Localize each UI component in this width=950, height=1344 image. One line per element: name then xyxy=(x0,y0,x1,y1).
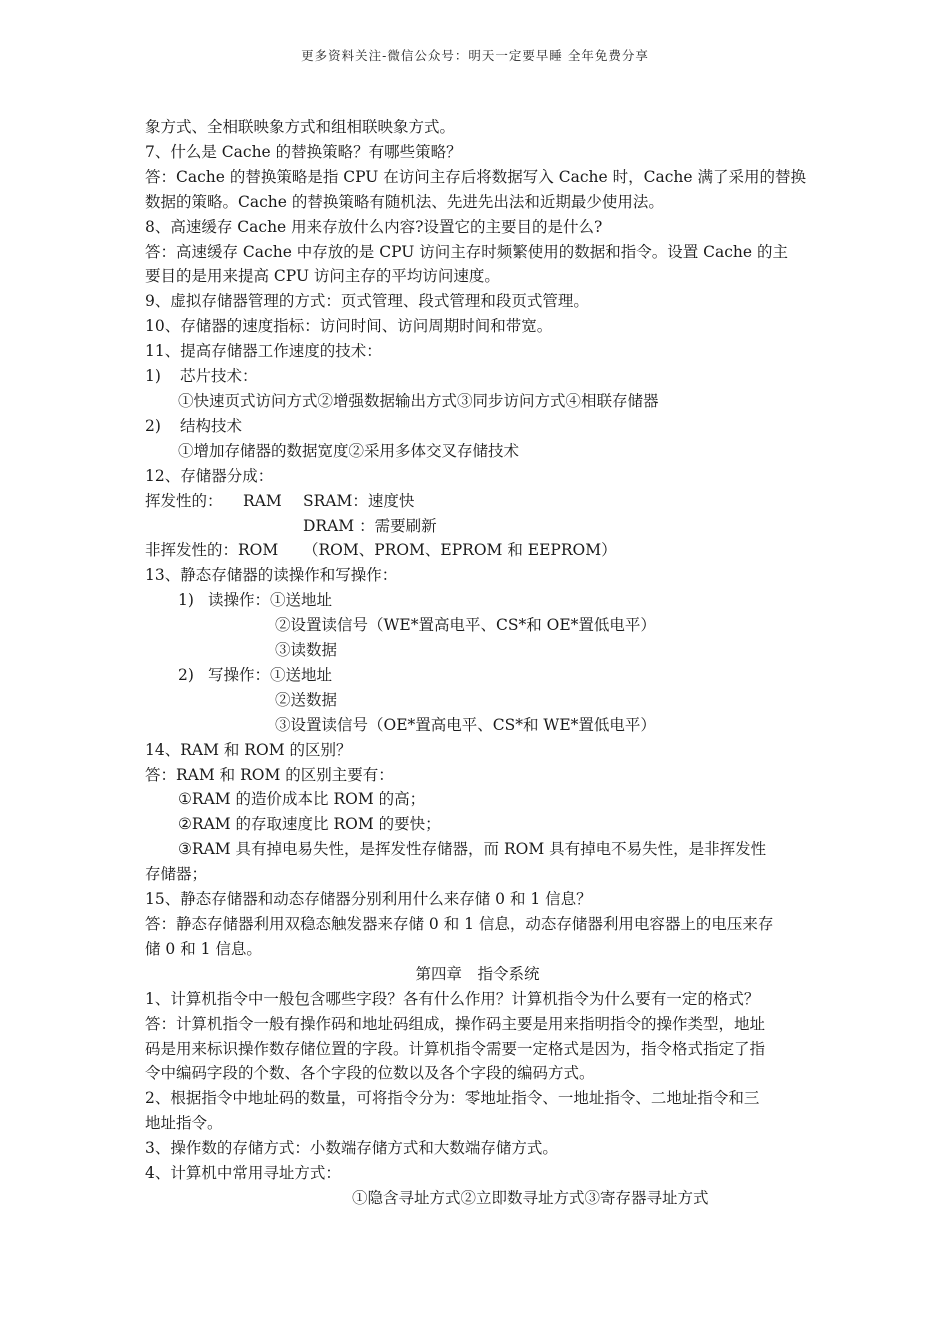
answer-15-line-2: 储 0 和 1 信息。 xyxy=(145,939,262,958)
ch4-item-2-line-1: 2、根据指令中地址码的数量，可将指令分为：零地址指令、一地址指令、二地址指令和三 xyxy=(145,1089,760,1108)
ram-label: RAM xyxy=(243,491,282,510)
item-12: 12、存储器分成： xyxy=(145,466,274,485)
item-10: 10、存储器的速度指标：访问时间、访问周期时间和带宽。 xyxy=(145,317,553,336)
volatile-label: 挥发性的： xyxy=(145,491,223,510)
text-line: 象方式、全相联映象方式和组相联映象方式。 xyxy=(145,118,456,136)
list-number: 1) xyxy=(145,367,161,386)
nonvolatile-row xyxy=(145,538,810,563)
dram-row: DRAM ：需要刷新 xyxy=(303,516,437,535)
answer-14-intro: 答：RAM 和 ROM 的区别主要有： xyxy=(145,765,394,784)
write-step-3: ③设置读信号（OE*置高电平、CS*和 WE*置低电平） xyxy=(275,715,656,734)
question-8: 8、高速缓存 Cache 用来存放什么内容?设置它的主要目的是什么? xyxy=(145,217,603,236)
document-body xyxy=(145,115,810,1211)
ch4-item-4: 4、计算机中常用寻址方式： xyxy=(145,1164,341,1183)
question-14: 14、RAM 和 ROM 的区别？ xyxy=(145,740,352,759)
write-step-2: ②送数据 xyxy=(275,690,338,709)
read-step-3: ③读数据 xyxy=(275,641,338,660)
sub-item-1-detail: ①快速页式访问方式②增强数据输出方式③同步访问方式④相联存储器 xyxy=(178,391,659,410)
answer-14-point-1: ①RAM 的造价成本比 ROM 的高； xyxy=(178,790,426,809)
list-text: 读操作：①送地址 xyxy=(208,591,333,610)
ch4-answer-1-line-2: 码是用来标识操作数存储位置的字段。计算机指令需要一定格式是因为，指令格式指定了指 xyxy=(145,1039,766,1058)
rom-types: （ROM、PROM、EPROM 和 EEPROM） xyxy=(303,541,617,560)
answer-7-line-2: 数据的策略。Cache 的替换策略有随机法、先进先出法和近期最少使用法。 xyxy=(145,192,664,211)
list-text: 写操作：①送地址 xyxy=(208,665,333,684)
ch4-answer-1-line-3: 令中编码字段的个数、各个字段的位数以及各个字段的编码方式。 xyxy=(145,1064,595,1083)
read-op xyxy=(145,588,810,613)
read-step-2: ②设置读信号（WE*置高电平、CS*和 OE*置低电平） xyxy=(275,616,656,635)
write-op xyxy=(145,663,810,688)
ch4-item-3: 3、操作数的存储方式：小数端存储方式和大数端存储方式。 xyxy=(145,1139,558,1158)
ch4-item-4-detail: ①隐含寻址方式②立即数寻址方式③寄存器寻址方式 xyxy=(352,1188,709,1207)
sub-item-1 xyxy=(145,364,810,389)
list-number: 2) xyxy=(145,416,161,435)
question-15: 15、静态存储器和动态存储器分别利用什么来存储 0 和 1 信息？ xyxy=(145,890,592,909)
page-header-watermark: 更多资料关注-微信公众号：明天一定要早睡 全年免费分享 xyxy=(301,48,649,63)
list-text: 结构技术 xyxy=(180,416,243,435)
ch4-question-1: 1、计算机指令中一般包含哪些字段？各有什么作用？计算机指令为什么要有一定的格式？ xyxy=(145,989,760,1008)
volatile-row xyxy=(145,489,810,514)
sub-item-2-detail: ①增加存储器的数据宽度②采用多体交叉存储技术 xyxy=(178,441,520,460)
list-number: 1) xyxy=(178,591,194,610)
list-text: 芯片技术： xyxy=(180,367,258,386)
answer-14-point-3-cont: 存储器； xyxy=(145,865,208,884)
ch4-answer-1-line-1: 答：计算机指令一般有操作码和地址码组成，操作码主要是用来指明指令的操作类型，地址 xyxy=(145,1014,766,1033)
answer-14-point-2: ②RAM 的存取速度比 ROM 的要快； xyxy=(178,815,441,834)
answer-7-line-1: 答：Cache 的替换策略是指 CPU 在访问主存后将数据写入 Cache 时，Cache 满了采用的替换 xyxy=(145,167,806,186)
answer-8-line-2: 要目的是用来提高 CPU 访问主存的平均访问速度。 xyxy=(145,267,500,286)
question-7: 7、什么是 Cache 的替换策略？有哪些策略？ xyxy=(145,142,462,161)
sram-label: SRAM：速度快 xyxy=(303,491,415,510)
sub-item-2 xyxy=(145,414,810,439)
answer-8-line-1: 答：高速缓存 Cache 中存放的是 CPU 访问主存时频繁使用的数据和指令。设置 Cache 的主 xyxy=(145,242,789,261)
answer-15-line-1: 答：静态存储器利用双稳态触发器来存储 0 和 1 信息，动态存储器利用电容器上的电压来存 xyxy=(145,915,774,933)
ch4-item-2-line-2: 地址指令。 xyxy=(145,1114,223,1133)
item-13: 13、静态存储器的读操作和写操作： xyxy=(145,566,398,585)
chapter-heading: 第四章 指令系统 xyxy=(415,964,540,983)
item-11: 11、提高存储器工作速度的技术： xyxy=(145,342,382,361)
nonvolatile-label: 非挥发性的：ROM xyxy=(145,541,279,560)
item-9: 9、虚拟存储器管理的方式：页式管理、段式管理和段页式管理。 xyxy=(145,292,589,311)
list-number: 2) xyxy=(178,665,194,684)
answer-14-point-3: ③RAM 具有掉电易失性，是挥发性存储器，而 ROM 具有掉电不易失性，是非挥发性 xyxy=(178,840,767,859)
